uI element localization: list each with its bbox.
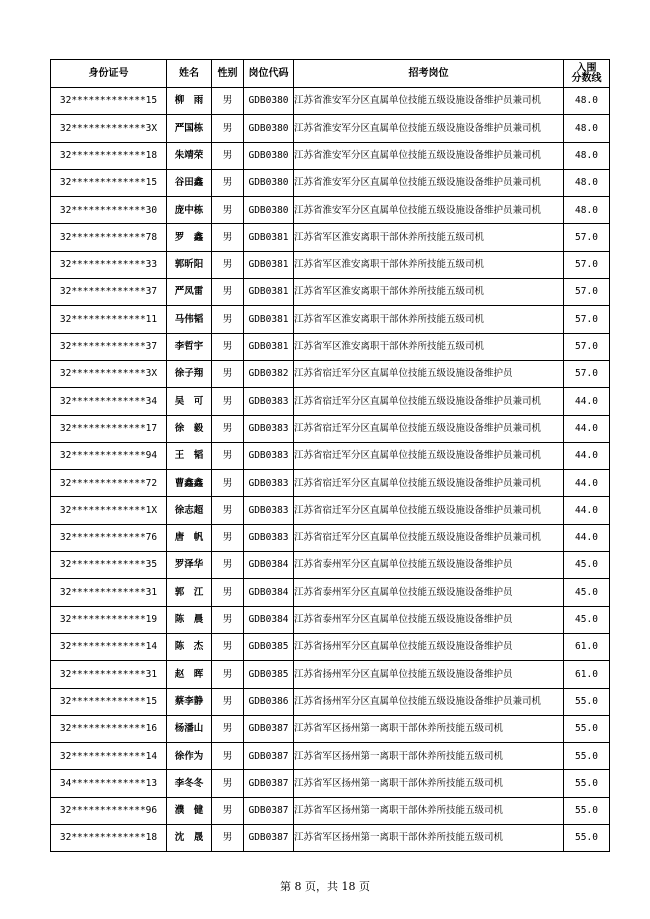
table-row [51, 470, 610, 497]
cell-post: 江苏省淮安军分区直属单位技能五级设施设备维护员兼司机 [294, 142, 564, 169]
cell-score: 45.0 [564, 552, 610, 579]
cell-code: GDB0381 [244, 306, 294, 333]
cell-code: GDB0387 [244, 797, 294, 824]
cell-code: GDB0387 [244, 743, 294, 770]
cell-name: 严凤雷 [167, 279, 212, 306]
cell-post: 江苏省扬州军分区直属单位技能五级设施设备维护员兼司机 [294, 688, 564, 715]
cell-id: 32*************18 [51, 825, 167, 852]
cell-name: 徐志超 [167, 497, 212, 524]
cell-post: 江苏省军区淮安离职干部休养所技能五级司机 [294, 251, 564, 278]
header-name: 姓名 [167, 60, 212, 88]
cell-score: 57.0 [564, 224, 610, 251]
cell-sex: 男 [212, 442, 244, 469]
cell-id: 32*************30 [51, 197, 167, 224]
table-row [51, 633, 610, 660]
cell-sex: 男 [212, 197, 244, 224]
cell-post: 江苏省淮安军分区直属单位技能五级设施设备维护员兼司机 [294, 115, 564, 142]
cell-post: 江苏省宿迁军分区直属单位技能五级设施设备维护员 [294, 360, 564, 387]
cell-sex: 男 [212, 552, 244, 579]
table-row [51, 197, 610, 224]
cell-code: GDB0385 [244, 661, 294, 688]
cell-id: 32*************15 [51, 169, 167, 196]
cell-sex: 男 [212, 388, 244, 415]
cell-score: 44.0 [564, 497, 610, 524]
cell-score: 57.0 [564, 279, 610, 306]
cell-post: 江苏省宿迁军分区直属单位技能五级设施设备维护员兼司机 [294, 497, 564, 524]
table-row [51, 743, 610, 770]
cell-name: 蔡李静 [167, 688, 212, 715]
cell-sex: 男 [212, 606, 244, 633]
cell-sex: 男 [212, 579, 244, 606]
cell-name: 吴 可 [167, 388, 212, 415]
cell-code: GDB0381 [244, 251, 294, 278]
cell-id: 32*************3X [51, 360, 167, 387]
cell-score: 48.0 [564, 115, 610, 142]
header-sex: 性别 [212, 60, 244, 88]
cell-score: 44.0 [564, 442, 610, 469]
cell-sex: 男 [212, 797, 244, 824]
cell-sex: 男 [212, 715, 244, 742]
table-row [51, 333, 610, 360]
table-body [51, 88, 610, 852]
table-row [51, 770, 610, 797]
cell-score: 57.0 [564, 333, 610, 360]
candidate-table [50, 59, 610, 852]
cell-id: 32*************31 [51, 579, 167, 606]
cell-name: 马伟韬 [167, 306, 212, 333]
cell-name: 朱靖荣 [167, 142, 212, 169]
cell-id: 32*************34 [51, 388, 167, 415]
cell-sex: 男 [212, 360, 244, 387]
cell-sex: 男 [212, 88, 244, 115]
cell-score: 55.0 [564, 743, 610, 770]
table-row [51, 169, 610, 196]
cell-id: 32*************14 [51, 743, 167, 770]
cell-post: 江苏省军区扬州第一离职干部休养所技能五级司机 [294, 715, 564, 742]
cell-sex: 男 [212, 333, 244, 360]
cell-code: GDB0384 [244, 579, 294, 606]
cell-name: 陈 晨 [167, 606, 212, 633]
cell-code: GDB0380 [244, 197, 294, 224]
table-row [51, 442, 610, 469]
table-row [51, 825, 610, 852]
cell-id: 32*************76 [51, 524, 167, 551]
cell-code: GDB0382 [244, 360, 294, 387]
cell-name: 罗泽华 [167, 552, 212, 579]
cell-score: 48.0 [564, 142, 610, 169]
cell-code: GDB0384 [244, 552, 294, 579]
cell-score: 44.0 [564, 388, 610, 415]
cell-id: 32*************17 [51, 415, 167, 442]
table-row [51, 688, 610, 715]
cell-code: GDB0381 [244, 224, 294, 251]
cell-id: 32*************11 [51, 306, 167, 333]
cell-code: GDB0387 [244, 715, 294, 742]
cell-sex: 男 [212, 825, 244, 852]
cell-name: 沈 晟 [167, 825, 212, 852]
table-row [51, 388, 610, 415]
table-row [51, 661, 610, 688]
cell-post: 江苏省军区淮安离职干部休养所技能五级司机 [294, 306, 564, 333]
cell-post: 江苏省淮安军分区直属单位技能五级设施设备维护员兼司机 [294, 169, 564, 196]
cell-code: GDB0387 [244, 825, 294, 852]
table-row [51, 415, 610, 442]
cell-name: 罗 鑫 [167, 224, 212, 251]
cell-name: 陈 杰 [167, 633, 212, 660]
cell-post: 江苏省泰州军分区直属单位技能五级设施设备维护员 [294, 579, 564, 606]
cell-id: 32*************37 [51, 279, 167, 306]
table-row [51, 251, 610, 278]
cell-name: 庞中栋 [167, 197, 212, 224]
cell-post: 江苏省军区淮安离职干部休养所技能五级司机 [294, 333, 564, 360]
cell-code: GDB0381 [244, 333, 294, 360]
cell-post: 江苏省军区扬州第一离职干部休养所技能五级司机 [294, 797, 564, 824]
cell-name: 赵 晖 [167, 661, 212, 688]
header-score-line1: 入围 [576, 62, 597, 74]
cell-code: GDB0383 [244, 415, 294, 442]
cell-id: 32*************15 [51, 688, 167, 715]
cell-post: 江苏省淮安军分区直属单位技能五级设施设备维护员兼司机 [294, 88, 564, 115]
table-row [51, 606, 610, 633]
header-score-line2: 分数线 [571, 72, 602, 84]
cell-sex: 男 [212, 169, 244, 196]
cell-sex: 男 [212, 661, 244, 688]
cell-code: GDB0381 [244, 279, 294, 306]
cell-id: 32*************3X [51, 115, 167, 142]
cell-sex: 男 [212, 633, 244, 660]
cell-sex: 男 [212, 115, 244, 142]
cell-sex: 男 [212, 688, 244, 715]
cell-sex: 男 [212, 524, 244, 551]
cell-code: GDB0380 [244, 169, 294, 196]
table-row [51, 360, 610, 387]
table-row [51, 279, 610, 306]
cell-code: GDB0383 [244, 497, 294, 524]
cell-post: 江苏省军区扬州第一离职干部休养所技能五级司机 [294, 770, 564, 797]
cell-code: GDB0384 [244, 606, 294, 633]
cell-score: 57.0 [564, 360, 610, 387]
cell-score: 45.0 [564, 579, 610, 606]
table-row [51, 142, 610, 169]
cell-sex: 男 [212, 497, 244, 524]
cell-score: 55.0 [564, 797, 610, 824]
cell-score: 48.0 [564, 88, 610, 115]
table-row [51, 88, 610, 115]
table-row [51, 497, 610, 524]
cell-post: 江苏省扬州军分区直属单位技能五级设施设备维护员 [294, 661, 564, 688]
cell-id: 32*************16 [51, 715, 167, 742]
table-row [51, 115, 610, 142]
cell-post: 江苏省宿迁军分区直属单位技能五级设施设备维护员兼司机 [294, 442, 564, 469]
cell-code: GDB0383 [244, 524, 294, 551]
cell-id: 32*************37 [51, 333, 167, 360]
cell-post: 江苏省军区淮安离职干部休养所技能五级司机 [294, 279, 564, 306]
cell-score: 44.0 [564, 524, 610, 551]
cell-code: GDB0380 [244, 88, 294, 115]
cell-name: 濮 健 [167, 797, 212, 824]
cell-code: GDB0380 [244, 115, 294, 142]
cell-score: 61.0 [564, 661, 610, 688]
cell-sex: 男 [212, 142, 244, 169]
table-header-row [51, 60, 610, 88]
table-row [51, 524, 610, 551]
header-score [564, 60, 610, 88]
cell-name: 徐子翔 [167, 360, 212, 387]
cell-score: 48.0 [564, 169, 610, 196]
cell-id: 32*************72 [51, 470, 167, 497]
cell-score: 55.0 [564, 825, 610, 852]
cell-post: 江苏省军区扬州第一离职干部休养所技能五级司机 [294, 825, 564, 852]
cell-sex: 男 [212, 770, 244, 797]
cell-name: 徐 毅 [167, 415, 212, 442]
cell-sex: 男 [212, 470, 244, 497]
cell-name: 李冬冬 [167, 770, 212, 797]
cell-id: 32*************14 [51, 633, 167, 660]
cell-id: 34*************13 [51, 770, 167, 797]
cell-score: 44.0 [564, 470, 610, 497]
cell-id: 32*************31 [51, 661, 167, 688]
cell-code: GDB0380 [244, 142, 294, 169]
cell-id: 32*************19 [51, 606, 167, 633]
cell-name: 郭 江 [167, 579, 212, 606]
cell-sex: 男 [212, 251, 244, 278]
cell-post: 江苏省宿迁军分区直属单位技能五级设施设备维护员兼司机 [294, 415, 564, 442]
cell-id: 32*************94 [51, 442, 167, 469]
table-row [51, 224, 610, 251]
cell-name: 李哲宇 [167, 333, 212, 360]
cell-score: 57.0 [564, 251, 610, 278]
cell-score: 48.0 [564, 197, 610, 224]
cell-id: 32*************15 [51, 88, 167, 115]
cell-name: 柳 雨 [167, 88, 212, 115]
cell-name: 严国栋 [167, 115, 212, 142]
header-post: 招考岗位 [294, 60, 564, 88]
cell-code: GDB0386 [244, 688, 294, 715]
cell-sex: 男 [212, 306, 244, 333]
header-code: 岗位代码 [244, 60, 294, 88]
cell-sex: 男 [212, 224, 244, 251]
cell-name: 谷田鑫 [167, 169, 212, 196]
cell-score: 55.0 [564, 770, 610, 797]
cell-name: 王 韬 [167, 442, 212, 469]
cell-code: GDB0383 [244, 388, 294, 415]
cell-id: 32*************35 [51, 552, 167, 579]
cell-score: 55.0 [564, 688, 610, 715]
cell-score: 45.0 [564, 606, 610, 633]
cell-id: 32*************1X [51, 497, 167, 524]
cell-sex: 男 [212, 279, 244, 306]
cell-post: 江苏省军区淮安离职干部休养所技能五级司机 [294, 224, 564, 251]
table-row [51, 579, 610, 606]
cell-code: GDB0385 [244, 633, 294, 660]
cell-post: 江苏省扬州军分区直属单位技能五级设施设备维护员 [294, 633, 564, 660]
cell-code: GDB0383 [244, 442, 294, 469]
cell-post: 江苏省泰州军分区直属单位技能五级设施设备维护员 [294, 552, 564, 579]
cell-id: 32*************96 [51, 797, 167, 824]
cell-score: 57.0 [564, 306, 610, 333]
table-row [51, 552, 610, 579]
cell-post: 江苏省淮安军分区直属单位技能五级设施设备维护员兼司机 [294, 197, 564, 224]
cell-post: 江苏省宿迁军分区直属单位技能五级设施设备维护员兼司机 [294, 470, 564, 497]
cell-name: 曹鑫鑫 [167, 470, 212, 497]
cell-sex: 男 [212, 415, 244, 442]
cell-name: 徐作为 [167, 743, 212, 770]
cell-code: GDB0383 [244, 470, 294, 497]
cell-score: 61.0 [564, 633, 610, 660]
cell-id: 32*************78 [51, 224, 167, 251]
table-row [51, 715, 610, 742]
cell-post: 江苏省泰州军分区直属单位技能五级设施设备维护员 [294, 606, 564, 633]
table-row [51, 797, 610, 824]
cell-score: 55.0 [564, 715, 610, 742]
cell-post: 江苏省宿迁军分区直属单位技能五级设施设备维护员兼司机 [294, 524, 564, 551]
header-id: 身份证号 [51, 60, 167, 88]
cell-post: 江苏省宿迁军分区直属单位技能五级设施设备维护员兼司机 [294, 388, 564, 415]
table-row [51, 306, 610, 333]
cell-name: 唐 帆 [167, 524, 212, 551]
cell-id: 32*************18 [51, 142, 167, 169]
cell-name: 杨潘山 [167, 715, 212, 742]
cell-score: 44.0 [564, 415, 610, 442]
cell-name: 郭昕阳 [167, 251, 212, 278]
cell-post: 江苏省军区扬州第一离职干部休养所技能五级司机 [294, 743, 564, 770]
cell-code: GDB0387 [244, 770, 294, 797]
page-footer: 第 8 页，共 18 页 [280, 880, 370, 893]
cell-id: 32*************33 [51, 251, 167, 278]
cell-sex: 男 [212, 743, 244, 770]
